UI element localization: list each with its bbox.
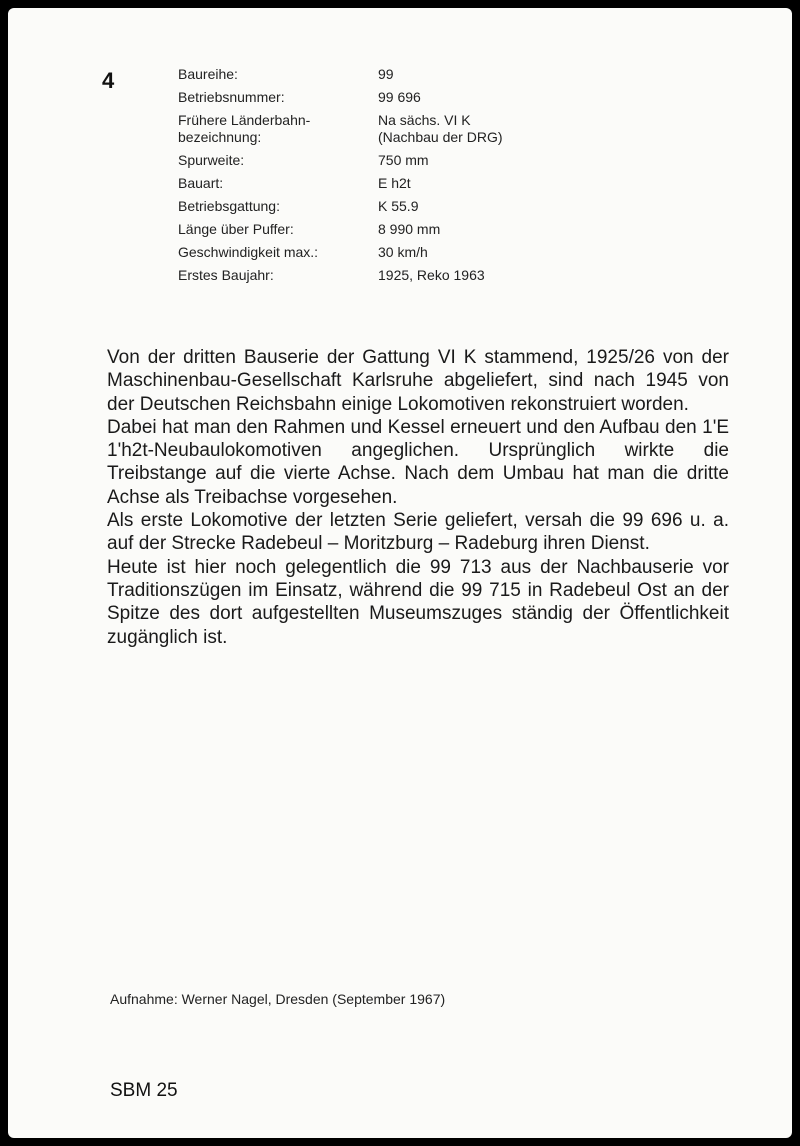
spec-label: Betriebsgattung:: [178, 198, 280, 214]
spec-label: Bauart:: [178, 175, 224, 191]
spec-row: [178, 66, 503, 89]
spec-label: Frühere Länderbahn- bezeichnung:: [178, 112, 311, 145]
spec-value: 30 km/h: [378, 244, 428, 260]
spec-label: Betriebsnummer:: [178, 89, 285, 105]
spec-value: 8 990 mm: [378, 221, 441, 237]
description-paragraph: Dabei hat man den Rahmen und Kessel erneuert und den Aufbau den 1'E 1'h2t-Neubaulokomotiven angeglichen. Ursprünglich wirkte die Treibstange auf die vierte Achse. Nach dem Umbau hat man die dritte Achse als Treibachse vorgesehen.: [107, 416, 729, 508]
spec-row: [178, 221, 503, 244]
spec-row: [178, 267, 503, 290]
spec-row: [178, 244, 503, 267]
spec-value: 99 696: [378, 89, 421, 105]
spec-value: 750 mm: [378, 152, 429, 168]
spec-table: [178, 66, 503, 290]
series-mark: SBM 25: [110, 1080, 178, 1101]
spec-value: E h2t: [378, 175, 411, 191]
photo-credit: Aufnahme: Werner Nagel, Dresden (September 1967): [110, 991, 446, 1007]
postcard-back: [8, 8, 792, 1138]
spec-label: Länge über Puffer:: [178, 221, 294, 237]
spec-label: Spurweite:: [178, 152, 245, 168]
spec-label: Geschwindigkeit max.:: [178, 244, 319, 260]
description-text: [107, 346, 729, 649]
description-paragraph: Als erste Lokomotive der letzten Serie geliefert, versah die 99 696 u. a. auf der Strecke Radebeul – Moritzburg – Radeburg ihren Dienst.: [107, 510, 729, 555]
spec-row: [178, 175, 503, 198]
spec-row: [178, 89, 503, 112]
spec-label: Baureihe:: [178, 66, 238, 82]
spec-value: K 55.9: [378, 198, 419, 214]
spec-label: Erstes Baujahr:: [178, 267, 274, 283]
spec-row: [178, 112, 503, 152]
spec-value: 99: [378, 66, 394, 82]
description-paragraph: Heute ist hier noch gelegentlich die 99 713 aus der Nachbauserie vor Traditionszügen im Einsatz, während die 99 715 in Radebeul Ost an der Spitze des dort aufgestellten Museumszuges ständig der Öffentlichkeit zugänglich ist.: [107, 556, 729, 648]
spec-value: 1925, Reko 1963: [378, 267, 485, 283]
description-paragraph: Von der dritten Bauserie der Gattung VI K stammend, 1925/26 von der Maschinenbau-Gesellschaft Karlsruhe abgeliefert, sind nach 1945 von der Deutschen Reichsbahn einige Lokomotiven rekonstruiert worden.: [107, 347, 729, 415]
spec-row: [178, 198, 503, 221]
card-number: 4: [102, 68, 115, 93]
spec-row: [178, 152, 503, 175]
spec-value: Na sächs. VI K (Nachbau der DRG): [378, 112, 503, 145]
